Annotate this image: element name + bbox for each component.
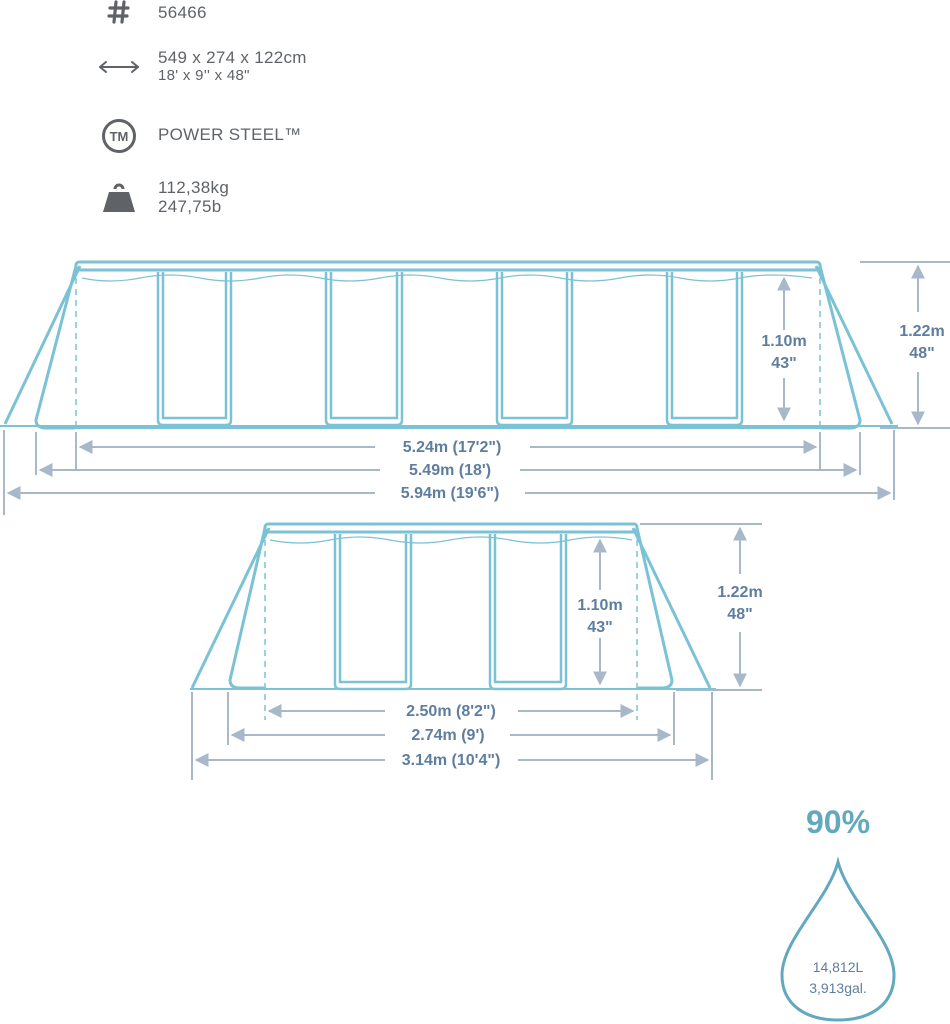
overall-length-label: 5.94m (19'6") <box>400 485 500 502</box>
short-side-pool <box>190 524 716 720</box>
long-total-height-imperial: 48" <box>909 345 935 362</box>
short-side-labels <box>402 584 763 769</box>
long-inner-height-metric: 1.10m <box>761 333 807 350</box>
capacity-liters: 14,812L <box>812 959 864 975</box>
weight-metric: 112,38kg <box>158 178 230 197</box>
frame-type: POWER STEEL™ <box>158 125 302 144</box>
water-capacity <box>782 804 894 1020</box>
pool-length-label: 5.49m (18') <box>408 462 492 479</box>
short-total-height-imperial: 48" <box>727 606 753 623</box>
size-metric: 549 x 274 x 122cm <box>158 48 307 67</box>
size-imperial: 18' x 9'' x 48" <box>158 67 250 84</box>
short-total-height-metric: 1.22m <box>717 584 763 601</box>
overall-width-label: 3.14m (10'4") <box>401 752 501 769</box>
water-drop-icon <box>782 862 894 1020</box>
model-number: 56466 <box>158 3 207 22</box>
fill-percent: 90% <box>805 804 871 840</box>
pool-width-label: 2.74m (9') <box>411 727 485 744</box>
capacity-gallons: 3,913gal. <box>809 980 867 996</box>
long-inner-height-imperial: 43" <box>771 355 797 372</box>
svg-text:TM: TM <box>109 129 129 144</box>
inner-width-label: 2.50m (8'2") <box>406 703 496 720</box>
weight-imperial: 247,75b <box>158 197 222 216</box>
short-inner-height-imperial: 43" <box>587 619 613 636</box>
inner-length-label: 5.24m (17'2") <box>402 439 502 456</box>
short-inner-height-metric: 1.10m <box>577 597 623 614</box>
long-total-height-metric: 1.22m <box>899 323 945 340</box>
